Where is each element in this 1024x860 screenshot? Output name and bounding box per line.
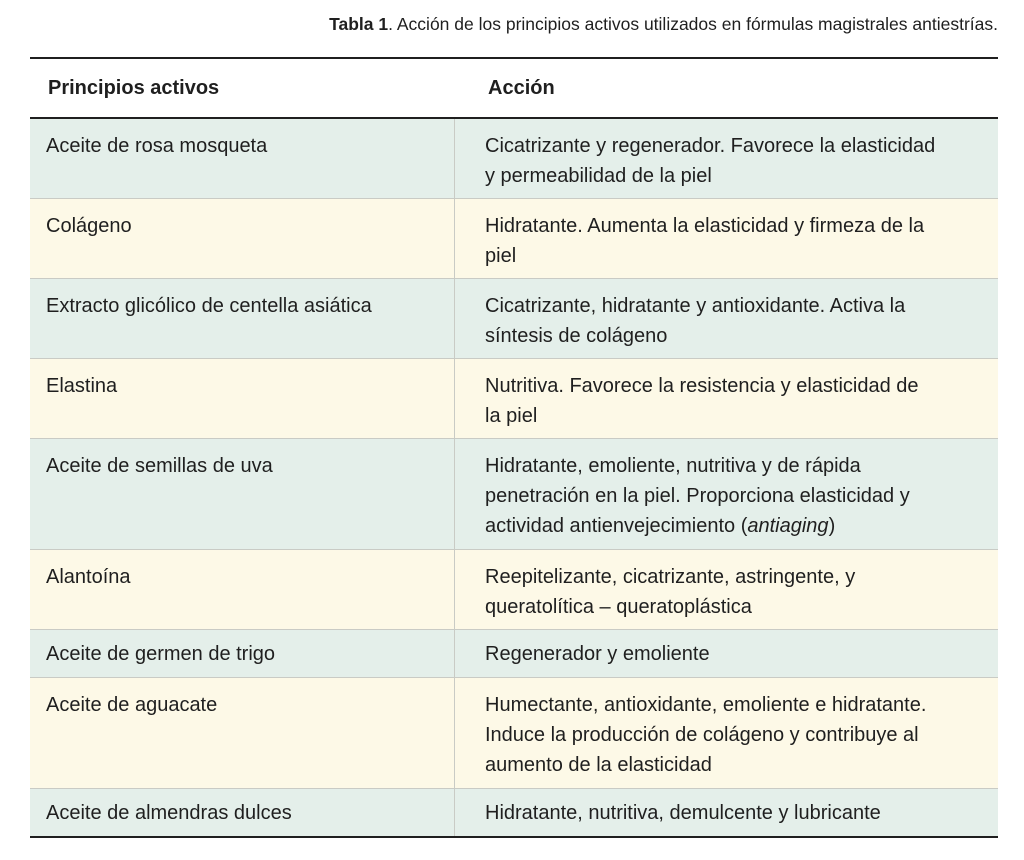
active-ingredients-table (30, 57, 998, 838)
ingredient-cell: Aceite de germen de trigo (30, 630, 455, 677)
table-row (30, 119, 998, 199)
ingredient-cell: Aceite de almendras dulces (30, 789, 455, 836)
table-row (30, 199, 998, 279)
action-cell: Cicatrizante y regenerador. Favorece la elasticidad y permeabilidad de la piel (485, 135, 936, 187)
action-cell: Reepitelizante, cicatrizante, astringente, y queratolítica – queratoplástica (485, 566, 856, 618)
header-action: Acción (488, 76, 555, 99)
action-cell: Hidratante. Aumenta la elasticidad y firmeza de la piel (485, 215, 925, 267)
table-row (30, 359, 998, 439)
ingredient-cell: Aceite de semillas de uva (30, 439, 455, 549)
ingredient-cell: Aceite de aguacate (30, 678, 455, 788)
table-row (30, 630, 998, 678)
table-row (30, 439, 998, 550)
action-cell: Cicatrizante, hidratante y antioxidante. Activa la síntesis de colágeno (485, 295, 906, 347)
action-cell: Nutritiva. Favorece la resistencia y elasticidad de la piel (485, 375, 919, 427)
table-header (30, 59, 998, 119)
table-row (30, 789, 998, 836)
table-caption (329, 14, 998, 35)
table-row (30, 550, 998, 630)
ingredient-cell: Colágeno (30, 199, 455, 278)
action-italic-text: antiaging (747, 515, 829, 537)
ingredient-cell: Alantoína (30, 550, 455, 629)
action-text-end: ) (828, 515, 836, 537)
table-row (30, 279, 998, 359)
caption-label: Tabla 1 (329, 14, 389, 34)
action-cell: Hidratante, nutritiva, demulcente y lubricante (485, 802, 881, 824)
table-row (30, 678, 998, 789)
header-ingredients: Principios activos (48, 76, 220, 99)
action-cell: Regenerador y emoliente (485, 643, 710, 665)
ingredient-cell: Elastina (30, 359, 455, 438)
action-cell (455, 439, 998, 549)
ingredient-cell: Aceite de rosa mosqueta (30, 119, 455, 198)
caption-text: . Acción de los principios activos utilizados en fórmulas magistrales antiestrías. (388, 14, 998, 34)
action-text: Hidratante, emoliente, nutritiva y de rápida penetración en la piel. Proporciona elasticidad y actividad antienvejecimiento ( (485, 455, 910, 537)
action-cell: Humectante, antioxidante, emoliente e hidratante. Induce la producción de colágeno y contribuye al aumento de la elasticidad (485, 694, 927, 776)
ingredient-cell: Extracto glicólico de centella asiática (30, 279, 455, 358)
